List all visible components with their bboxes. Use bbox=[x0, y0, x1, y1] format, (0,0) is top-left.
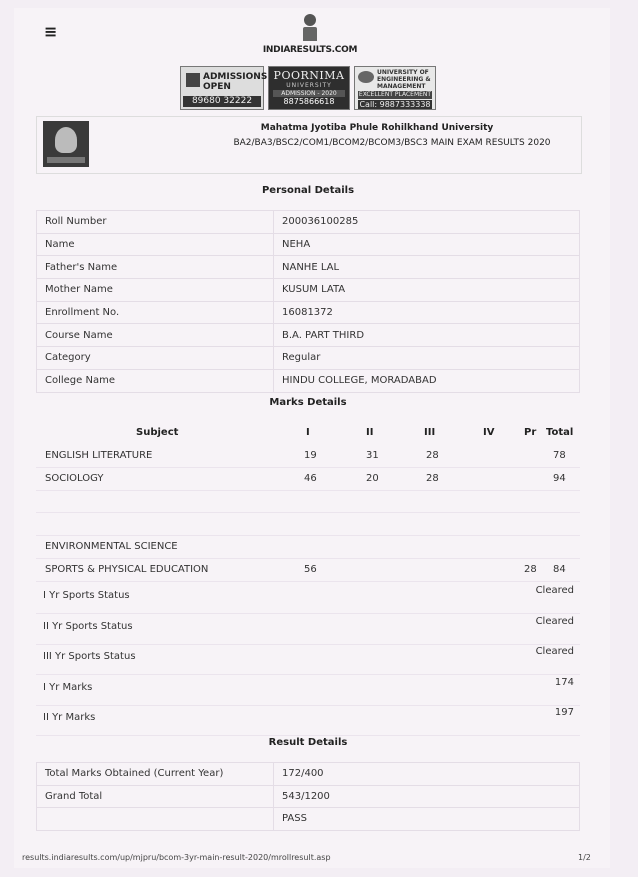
personal-label: Course Name bbox=[37, 324, 274, 347]
marks-details-title: Marks Details bbox=[269, 397, 347, 408]
personal-label: Enrollment No. bbox=[37, 301, 274, 324]
personal-value: 200036100285 bbox=[274, 211, 580, 234]
personal-value: NANHE LAL bbox=[274, 256, 580, 279]
marks-cell-pr: 28 bbox=[524, 563, 537, 575]
admission-icon bbox=[186, 73, 200, 87]
indiaresults-logo-icon bbox=[300, 14, 320, 42]
marks-cell-total: 94 bbox=[553, 472, 566, 484]
result-label bbox=[37, 808, 274, 831]
status-value: Cleared bbox=[535, 615, 574, 627]
personal-row bbox=[37, 279, 580, 302]
marks-row bbox=[36, 468, 580, 491]
result-label: Total Marks Obtained (Current Year) bbox=[37, 763, 274, 786]
marks-cell-c2: 20 bbox=[366, 472, 379, 484]
personal-label: Category bbox=[37, 347, 274, 370]
marks-cell-c1: 46 bbox=[304, 472, 317, 484]
personal-label: Mother Name bbox=[37, 279, 274, 302]
status-row bbox=[36, 675, 580, 706]
status-value: Cleared bbox=[535, 585, 574, 596]
uem-logo-icon bbox=[358, 71, 374, 83]
status-label: I Yr Marks bbox=[43, 681, 93, 693]
result-row bbox=[37, 808, 580, 831]
status-row bbox=[36, 583, 580, 614]
poornima-banner[interactable]: POORNIMA UNIVERSITY ADMISSION - 2020 8875866618 bbox=[268, 66, 350, 110]
personal-row bbox=[37, 301, 580, 324]
result-details-title: Result Details bbox=[268, 737, 348, 748]
status-value: Cleared bbox=[535, 646, 574, 657]
personal-row bbox=[37, 324, 580, 347]
marks-cell-subject: ENVIRONMENTAL SCIENCE bbox=[45, 540, 178, 552]
status-value: 174 bbox=[554, 676, 574, 688]
marks-cell-total: 84 bbox=[553, 563, 566, 575]
hamburger-menu-icon[interactable]: ≡ bbox=[44, 22, 58, 41]
status-value: 197 bbox=[554, 707, 574, 718]
status-label: II Yr Sports Status bbox=[43, 620, 133, 632]
result-label: Grand Total bbox=[37, 785, 274, 808]
personal-label: Father's Name bbox=[37, 256, 274, 279]
marks-cell-c3: 28 bbox=[426, 450, 439, 461]
marks-cell-total: 78 bbox=[553, 450, 566, 461]
marks-cell-subject: SOCIOLOGY bbox=[45, 472, 104, 484]
exam-title: BA2/BA3/BSC2/COM1/BCOM2/BCOM3/BSC3 MAIN EXAM RESULTS 2020 bbox=[233, 138, 551, 148]
personal-details-table bbox=[36, 210, 580, 393]
result-value: 172/400 bbox=[274, 763, 580, 786]
personal-row bbox=[37, 347, 580, 370]
marks-header-row: Subject I II III IV Pr Total bbox=[136, 427, 574, 438]
marks-row bbox=[36, 536, 580, 559]
personal-value: 16081372 bbox=[274, 301, 580, 324]
page-number: 1/2 bbox=[578, 853, 591, 862]
uem-banner[interactable]: UNIVERSITY OF ENGINEERING & MANAGEMENT EXCELLENT PLACEMENT Call: 9887333338 bbox=[354, 66, 436, 110]
personal-label: Name bbox=[37, 233, 274, 256]
status-row bbox=[36, 614, 580, 645]
marks-cell-c1: 19 bbox=[304, 450, 317, 461]
site-logo[interactable] bbox=[260, 14, 360, 55]
personal-value: NEHA bbox=[274, 233, 580, 256]
personal-row bbox=[37, 233, 580, 256]
marks-row bbox=[36, 445, 580, 468]
personal-value: B.A. PART THIRD bbox=[274, 324, 580, 347]
admissions-banner[interactable]: ADMISSIONS OPEN 89680 32222 bbox=[180, 66, 264, 110]
personal-value: HINDU COLLEGE, MORADABAD bbox=[274, 369, 580, 392]
result-row bbox=[37, 785, 580, 808]
result-row bbox=[37, 763, 580, 786]
marks-row bbox=[36, 513, 580, 536]
status-label: III Yr Sports Status bbox=[43, 651, 136, 662]
university-name: Mahatma Jyotiba Phule Rohilkhand University bbox=[260, 123, 494, 133]
personal-row bbox=[37, 211, 580, 234]
status-label: I Yr Sports Status bbox=[43, 590, 130, 601]
personal-row bbox=[37, 256, 580, 279]
personal-value: KUSUM LATA bbox=[274, 279, 580, 302]
personal-row bbox=[37, 369, 580, 392]
marks-cell-subject: ENGLISH LITERATURE bbox=[45, 450, 153, 461]
marks-cell-subject: SPORTS & PHYSICAL EDUCATION bbox=[45, 563, 209, 575]
status-label: II Yr Marks bbox=[43, 712, 96, 723]
site-brand: INDIARESULTS.COM bbox=[262, 45, 358, 55]
page-url: results.indiaresults.com/up/mjpru/bcom-3yr-main-result-2020/mrollresult.asp bbox=[22, 853, 331, 862]
status-row bbox=[36, 644, 580, 675]
university-seal-icon bbox=[43, 121, 89, 167]
personal-label: College Name bbox=[37, 369, 274, 392]
personal-details-title: Personal Details bbox=[261, 185, 355, 196]
marks-cell-c3: 28 bbox=[426, 472, 439, 484]
status-row bbox=[36, 705, 580, 736]
result-details-table bbox=[36, 762, 580, 831]
marks-cell-c2: 31 bbox=[366, 450, 379, 461]
personal-value: Regular bbox=[274, 347, 580, 370]
personal-label: Roll Number bbox=[37, 211, 274, 234]
result-value: 543/1200 bbox=[274, 785, 580, 808]
result-value: PASS bbox=[274, 808, 580, 831]
university-header bbox=[36, 116, 582, 174]
marks-row bbox=[36, 559, 580, 582]
marks-cell-c1: 56 bbox=[304, 563, 317, 575]
marks-row bbox=[36, 490, 580, 513]
